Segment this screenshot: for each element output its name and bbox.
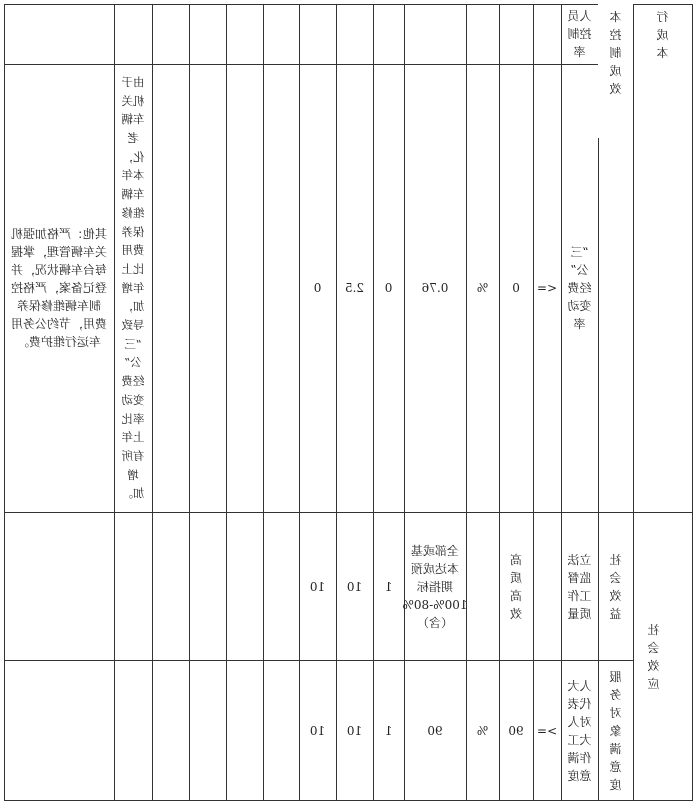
score-cell: 2.5 bbox=[344, 281, 365, 295]
target-value-cell: 0 bbox=[512, 281, 520, 295]
score2-cell: 10 bbox=[309, 579, 326, 594]
deviation-reason-cell: 由于 机关 车辆 老 化， 本年 车辆 维修 保养 费用 比上 年增 加， 导致 “三 公” 经费 变动 率比 上年 有所 增 加。 bbox=[121, 74, 145, 501]
unit-cell: % bbox=[476, 723, 489, 738]
level2-cost-control-label: 本 控 制 成 效 bbox=[598, 4, 633, 138]
score-cell: 10 bbox=[346, 723, 363, 738]
column-divider bbox=[152, 4, 153, 801]
operator-cell: <= bbox=[536, 281, 558, 295]
table-bottom-border bbox=[4, 800, 693, 801]
improvement-measure-cell: 其他：严格加强机 关车辆管理，掌握 每台车辆状况，并 登记备案，严格控 制车辆维修保养 费用，节约公务用 车运行维护费。 bbox=[11, 227, 108, 349]
operator-cell: >= bbox=[536, 723, 558, 738]
level1-cost-label: 行 成 本 bbox=[656, 10, 669, 60]
score2-cell: 10 bbox=[309, 723, 326, 738]
level2-social-benefit-label: 社 会 效 益 bbox=[609, 552, 622, 621]
weight-cell: 1 bbox=[384, 723, 393, 738]
column-divider bbox=[263, 4, 264, 801]
table-right-border bbox=[692, 4, 693, 801]
weight-cell: 1 bbox=[384, 579, 393, 594]
score-cell: 10 bbox=[346, 579, 363, 594]
actual-value-cell: 全部或基 本达成预 期指标 100%-80% （含） bbox=[402, 543, 468, 630]
actual-value-cell: 0.76 bbox=[421, 281, 449, 295]
score2-cell: 0 bbox=[313, 281, 322, 295]
target-value-cell: 90 bbox=[508, 723, 524, 738]
target-value-cell: 高 质 高 效 bbox=[510, 552, 523, 621]
column-divider bbox=[189, 4, 190, 801]
column-divider bbox=[226, 4, 227, 801]
indicator-three-public-expense-rate: “三 公” 经费 变动 率 bbox=[567, 245, 592, 331]
unit-cell: % bbox=[476, 281, 489, 295]
indicator-staff-control-rate: 人员 控制 率 bbox=[567, 9, 592, 59]
indicator-npc-work-satisfaction: 人大 代表 对人 大工 作满 意度 bbox=[567, 678, 592, 783]
level2-service-satisfaction-label: 服 务 对 象 满 意 度 bbox=[609, 669, 622, 792]
actual-value-cell: 90 bbox=[427, 723, 443, 738]
indicator-legislative-supervision-quality: 立法 监督 工作 质量 bbox=[567, 552, 592, 621]
weight-cell: 0 bbox=[384, 281, 393, 295]
level1-social-effect-label: 社 会 效 应 bbox=[647, 622, 660, 691]
